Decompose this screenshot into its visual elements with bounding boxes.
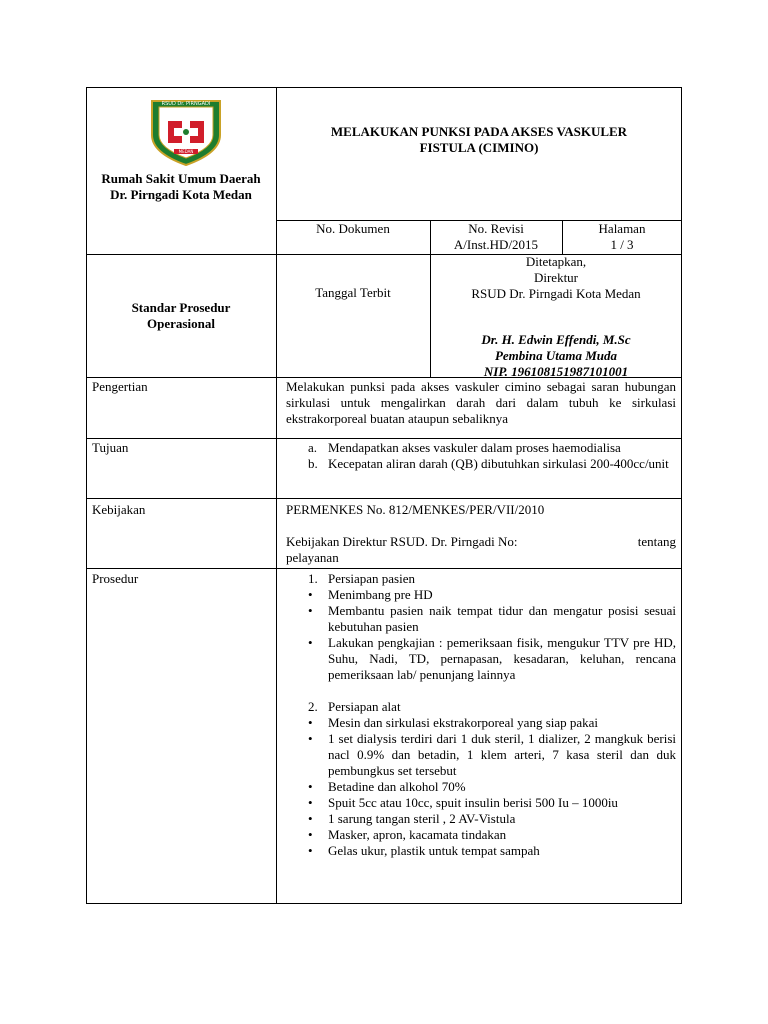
list-item (286, 456, 676, 472)
list-item (286, 603, 676, 635)
issue-date-label: Tanggal Terbit (315, 285, 391, 300)
list-item-text: Betadine dan alkohol 70% (328, 779, 466, 794)
doc-number-label: No. Dokumen (316, 221, 390, 236)
signer-rank: Pembina Utama Muda (494, 348, 618, 363)
kebijakan-regulation: PERMENKES No. 812/MENKES/PER/VII/2010 (286, 502, 545, 517)
signer-name: Dr. H. Edwin Effendi, M.Sc (481, 332, 631, 347)
list-item (286, 731, 676, 779)
list-item-text: Kecepatan aliran darah (QB) dibutuhkan sirkulasi 200-400cc/unit (328, 456, 669, 471)
bullet-icon: • (308, 779, 313, 794)
revision-label: No. Revisi (468, 221, 524, 236)
bullet-icon: • (308, 811, 313, 826)
list-item (286, 440, 676, 456)
approval-block (430, 254, 682, 302)
title-line1: MELAKUKAN PUNKSI PADA AKSES VASKULER (330, 124, 628, 139)
pengertian-text: Melakukan punksi pada akses vaskuler cimino sebagai saran hubungan sirkulasi untuk mengalirkan darah dari dalam tubuh ke sirkulasi ekstrakorporeal buatan ataupun sebaliknya (286, 379, 676, 426)
list-item (286, 795, 676, 811)
approved-line2: Direktur (533, 270, 579, 285)
kebijakan-tentang: tentang (637, 534, 676, 549)
list-item-text: Mesin dan sirkulasi ekstrakorporeal yang siap pakai (328, 715, 599, 730)
list-item (286, 715, 676, 731)
bullet-icon: • (308, 731, 313, 746)
approved-line3: RSUD Dr. Pirngadi Kota Medan (471, 286, 641, 301)
procedure-group-title (286, 571, 676, 587)
approved-line1: Ditetapkan, (525, 254, 587, 269)
row-divider (86, 438, 682, 439)
list-item (286, 587, 676, 603)
tujuan-list (286, 440, 676, 472)
hospital-name-line2: Dr. Pirngadi Kota Medan (110, 187, 252, 202)
list-item-text: Gelas ukur, plastik untuk tempat sampah (328, 843, 540, 858)
list-marker: 2. (308, 699, 318, 714)
page-cell (562, 221, 682, 253)
prosedur-label: Prosedur (92, 571, 139, 586)
logo-motto: MEDAN (178, 149, 194, 154)
bullet-icon: • (308, 587, 313, 602)
sop-line1: Standar Prosedur (131, 300, 231, 315)
prosedur-list (286, 571, 676, 859)
list-item (286, 843, 676, 859)
pengertian-label: Pengertian (92, 379, 148, 394)
kebijakan-director-policy: Kebijakan Direktur RSUD. Dr. Pirngadi No: (286, 534, 518, 549)
list-item (286, 811, 676, 827)
procedure-group-title (286, 699, 676, 715)
revision-value: A/Inst.HD/2015 (453, 237, 539, 252)
list-item-text: Membantu pasien naik tempat tidur dan mengatur posisi sesuai kebutuhan pasien (328, 603, 676, 634)
title-line2: FISTULA (CIMINO) (419, 140, 539, 155)
list-item-text: 1 set dialysis terdiri dari 1 duk steril, 1 dializer, 2 mangkuk berisi nacl 0.9% dan betadin, 1 klem arteri, 7 kasa steril dan duk pembungkus set tersebut (328, 731, 676, 778)
bullet-icon: • (308, 715, 313, 730)
list-marker: b. (308, 456, 318, 471)
list-item (286, 827, 676, 843)
list-item-text: Spuit 5cc atau 10cc, spuit insulin berisi 500 Iu – 1000iu (328, 795, 618, 810)
list-marker: 1. (308, 571, 318, 586)
list-item (286, 635, 676, 683)
sop-label (86, 300, 276, 332)
hospital-name (86, 171, 276, 203)
list-item-text: Lakukan pengkajian : pemeriksaan fisik, mengukur TTV pre HD, Suhu, Nadi, TD, pernapasan, kesadaran, keluhan, rencana pemeriksaan lab/ penunjang lainnya (328, 635, 676, 682)
signer-block (430, 332, 682, 380)
logo-text: RSUD Dr. PIRNGADI (161, 101, 211, 107)
hospital-name-line1: Rumah Sakit Umum Daerah (101, 171, 261, 186)
signer-nip: NIP. 196108151987101001 (483, 364, 629, 379)
list-item-text: Persiapan pasien (328, 571, 416, 586)
tujuan-label: Tujuan (92, 440, 129, 455)
bullet-icon: • (308, 843, 313, 858)
bullet-icon: • (308, 795, 313, 810)
page-value: 1 / 3 (610, 237, 634, 252)
revision-cell (430, 221, 562, 253)
kebijakan-service: pelayanan (286, 550, 339, 565)
list-marker: a. (308, 440, 318, 455)
list-item-text: 1 sarung tangan steril , 2 AV-Vistula (328, 811, 516, 826)
row-divider (86, 498, 682, 499)
bullet-icon: • (308, 635, 313, 650)
bullet-icon: • (308, 603, 313, 618)
list-item (286, 779, 676, 795)
row-divider (86, 568, 682, 569)
bullet-icon: • (308, 827, 313, 842)
sop-line2: Operasional (147, 316, 215, 331)
hospital-logo (146, 95, 226, 167)
list-item-text: Masker, apron, kacamata tindakan (328, 827, 507, 842)
document-title (276, 124, 682, 156)
column-divider (276, 87, 277, 904)
kebijakan-label: Kebijakan (92, 502, 146, 517)
list-item-text: Persiapan alat (328, 699, 401, 714)
page-label: Halaman (598, 221, 646, 236)
list-item-text: Menimbang pre HD (328, 587, 433, 602)
list-item-text: Mendapatkan akses vaskuler dalam proses haemodialisa (328, 440, 621, 455)
